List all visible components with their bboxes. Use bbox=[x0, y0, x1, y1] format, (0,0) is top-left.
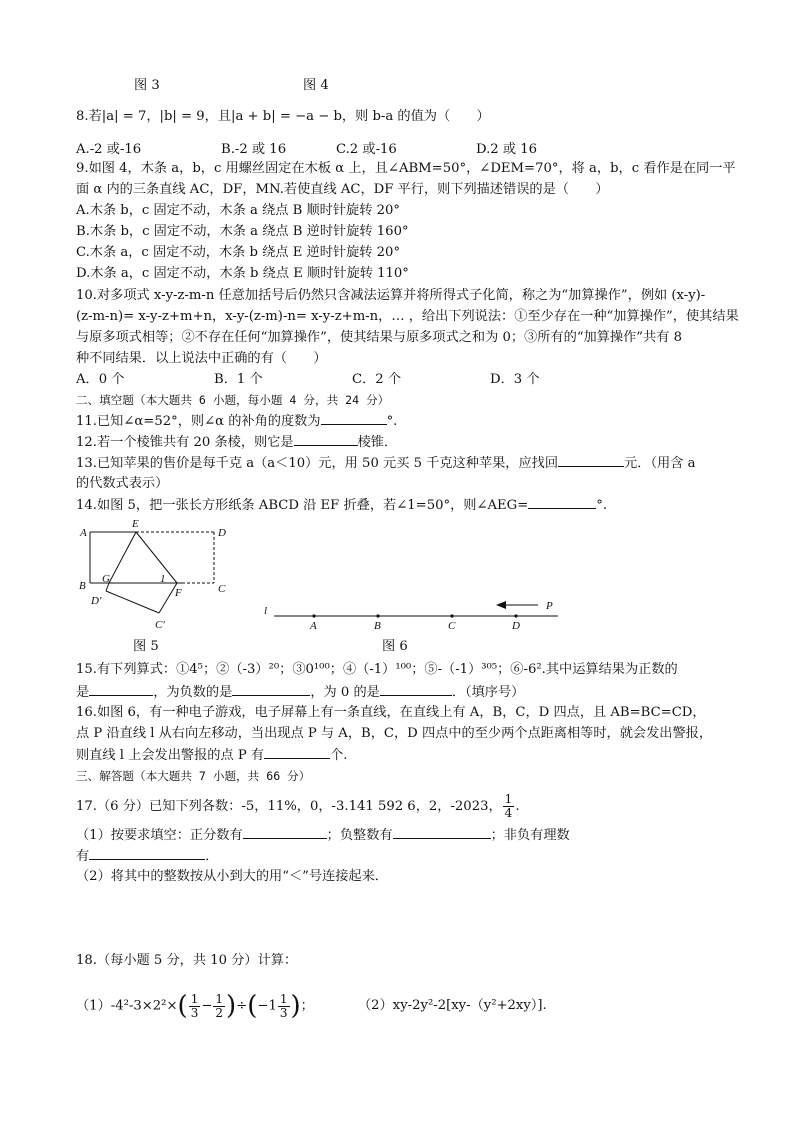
fraction-one-third: $\frac{1}{3}$ bbox=[190, 991, 199, 1020]
option-d: D.2 或 16 bbox=[476, 142, 538, 157]
zero-answer-blank[interactable] bbox=[380, 683, 452, 696]
figure-6-caption: 图 6 bbox=[382, 639, 408, 654]
section-2-heading: 二、填空题（本大题共 6 小题，每小题 4 分，共 24 分） bbox=[76, 393, 390, 407]
figure-5 bbox=[74, 516, 244, 638]
option-c: C.2 或-16 bbox=[336, 142, 397, 157]
question-17-stem: 17.（6 分）已知下列各数：-5，11%，0，-3.141 592 6，2，-2023， $\frac{1}{4}$ . bbox=[76, 792, 520, 820]
question-17-part-1: （1）按要求填空：正分数有 ；负整数有 ；非负有理数 bbox=[76, 828, 570, 843]
positive-answer-blank[interactable] bbox=[89, 683, 153, 696]
figure-3-caption: 图 3 bbox=[134, 78, 160, 93]
question-16-line-3: 则直线 l 上会发出警报的点 P 有 个. bbox=[76, 748, 348, 763]
label-B: B bbox=[374, 620, 381, 632]
question-16-line-1: 16.如图 6，有一种电子游戏，电子屏幕上有一条直线，在直线上有 A，B，C，D 四点，且 AB=BC=CD， bbox=[76, 705, 706, 720]
question-9-line-1: 9.如图 4，木条 a，b，c 用螺丝固定在木板 α 上，且∠ABM=50°，∠DEM=70°，将 a，b，c 看作是在同一平 bbox=[76, 161, 736, 176]
label-A: A bbox=[80, 527, 87, 539]
answer-blank[interactable] bbox=[528, 496, 596, 509]
answer-blank[interactable] bbox=[294, 433, 358, 446]
fraction-one-quarter: $\frac{1}{4}$ bbox=[504, 792, 513, 820]
question-12: 12.若一个棱锥共有 20 条棱，则它是 棱锥． bbox=[76, 435, 398, 450]
question-10-line-2: (z-m-n)= x-y-z+m+n，x-y-(z-m)-n= x-y-z+m-n，… ，给出下列说法：①至少存在一种“加算操作”，使其结果 bbox=[76, 309, 739, 324]
question-17-part-2: （2）将其中的整数按从小到大的用“＜”号连接起来． bbox=[76, 869, 388, 884]
option-a: A．0 个 bbox=[76, 372, 125, 387]
question-13: 13.已知苹果的售价是每千克 a（a＜10）元，用 50 元买 5 千克这种苹果，应找回 元．（用含 a bbox=[76, 456, 696, 471]
label-P: P bbox=[546, 600, 553, 612]
question-15-line-2: 是 ，为负数的是 ，为 0 的是 ．（填序号） bbox=[76, 685, 525, 700]
figure-4-caption: 图 4 bbox=[303, 78, 329, 93]
label-F: F bbox=[175, 587, 182, 599]
question-16-line-2: 点 P 沿直线 l 从右向左移动，当出现点 P 与 A，B，C，D 四点中的至少两个点距离相等时，就会发出警报， bbox=[76, 726, 713, 741]
negative-integers-blank[interactable] bbox=[393, 826, 491, 839]
label-C: C bbox=[218, 583, 226, 595]
label-angle-1: 1 bbox=[160, 573, 166, 585]
question-17-part-1-cont: 有 ． bbox=[76, 849, 219, 864]
answer-blank[interactable] bbox=[558, 454, 624, 467]
question-10-line-3: 与原多项式相等；②不存在任何“加算操作”，使其结果与原多项式之和为 0；③所有的“加算操作”共有 8 bbox=[76, 330, 683, 345]
label-D: D bbox=[512, 620, 520, 632]
label-C-prime: C′ bbox=[155, 619, 165, 631]
negative-answer-blank[interactable] bbox=[232, 683, 310, 696]
label-C: C bbox=[448, 620, 456, 632]
label-D-prime: D′ bbox=[91, 595, 102, 607]
question-10-line-1: 10.对多项式 x-y-z-m-n 任意加括号后仍然只含减法运算并将所得式子化简，称之为“加算操作”，例如 (x-y)- bbox=[76, 288, 706, 303]
section-3-heading: 三、解答题（本大题共 7 小题，共 66 分） bbox=[76, 769, 311, 783]
option-c: C．2 个 bbox=[352, 372, 402, 387]
question-18-part-2: （2）xy-2y²-2[xy-（y²+2xy）]. bbox=[358, 998, 547, 1013]
question-18-stem: 18.（每小题 5 分，共 10 分）计算： bbox=[76, 953, 298, 968]
question-9-option-c: C.木条 a，c 固定不动，木条 b 绕点 E 逆时针旋转 20° bbox=[76, 245, 401, 260]
option-a: A.-2 或-16 bbox=[76, 142, 142, 157]
question-10-line-4: 种不同结果．以上说法中正确的有（ ） bbox=[76, 351, 327, 366]
label-l: l bbox=[264, 605, 268, 617]
question-9-option-a: A.木条 b，c 固定不动，木条 a 绕点 B 顺时针旋转 20° bbox=[76, 203, 401, 218]
label-E: E bbox=[132, 518, 139, 530]
nonnegative-rationals-blank[interactable] bbox=[89, 847, 205, 860]
question-9-option-d: D.木条 a，c 固定不动，木条 b 绕点 E 顺时针旋转 110° bbox=[76, 266, 409, 281]
question-18-part-1: （1）-4²-3×2²×( $\frac{1}{3}$ − $\frac{1}{2}$ )÷(−1 $\frac{1}{3}$ )； bbox=[76, 991, 314, 1021]
fraction-one-third: $\frac{1}{3}$ bbox=[279, 991, 288, 1020]
label-B: B bbox=[79, 580, 86, 592]
question-11: 11.已知∠α=52°，则∠α 的补角的度数为 °. bbox=[76, 414, 398, 429]
option-b: B．1 个 bbox=[214, 372, 263, 387]
fraction-one-half: $\frac{1}{2}$ bbox=[215, 991, 224, 1020]
figure-5-caption: 图 5 bbox=[133, 639, 159, 654]
positive-fractions-blank[interactable] bbox=[243, 826, 327, 839]
question-14: 14.如图 5，把一张长方形纸条 ABCD 沿 EF 折叠，若∠1=50°，则∠AEG= °. bbox=[76, 498, 608, 513]
label-G: G bbox=[102, 573, 110, 585]
question-9-option-b: B.木条 b，c 固定不动，木条 a 绕点 B 逆时针旋转 160° bbox=[76, 224, 409, 239]
label-D: D bbox=[218, 527, 226, 539]
question-8-stem: 8.若|a| = 7，|b| = 9，且|a + b| = −a − b，则 b-a 的值为（ ） bbox=[76, 109, 490, 124]
question-15-line-1: 15.有下列算式：①4⁵；②（-3）²⁰；③0¹⁰⁰；④（-1）¹⁰⁰；⑤-（-1）³⁰⁵；⑥-6².其中运算结果为正数的 bbox=[76, 662, 678, 677]
label-A: A bbox=[310, 620, 317, 632]
answer-blank[interactable] bbox=[264, 746, 330, 759]
option-b: B.-2 或 16 bbox=[221, 142, 287, 157]
question-13-line-2: 的代数式表示） bbox=[76, 476, 169, 491]
option-d: D．3 个 bbox=[490, 372, 540, 387]
question-9-line-2: 面 α 内的三条直线 AC，DF，MN.若使直线 AC，DF 平行，则下列描述错误的是（ ） bbox=[76, 182, 609, 197]
answer-blank[interactable] bbox=[321, 412, 387, 425]
figure-6 bbox=[256, 596, 566, 636]
